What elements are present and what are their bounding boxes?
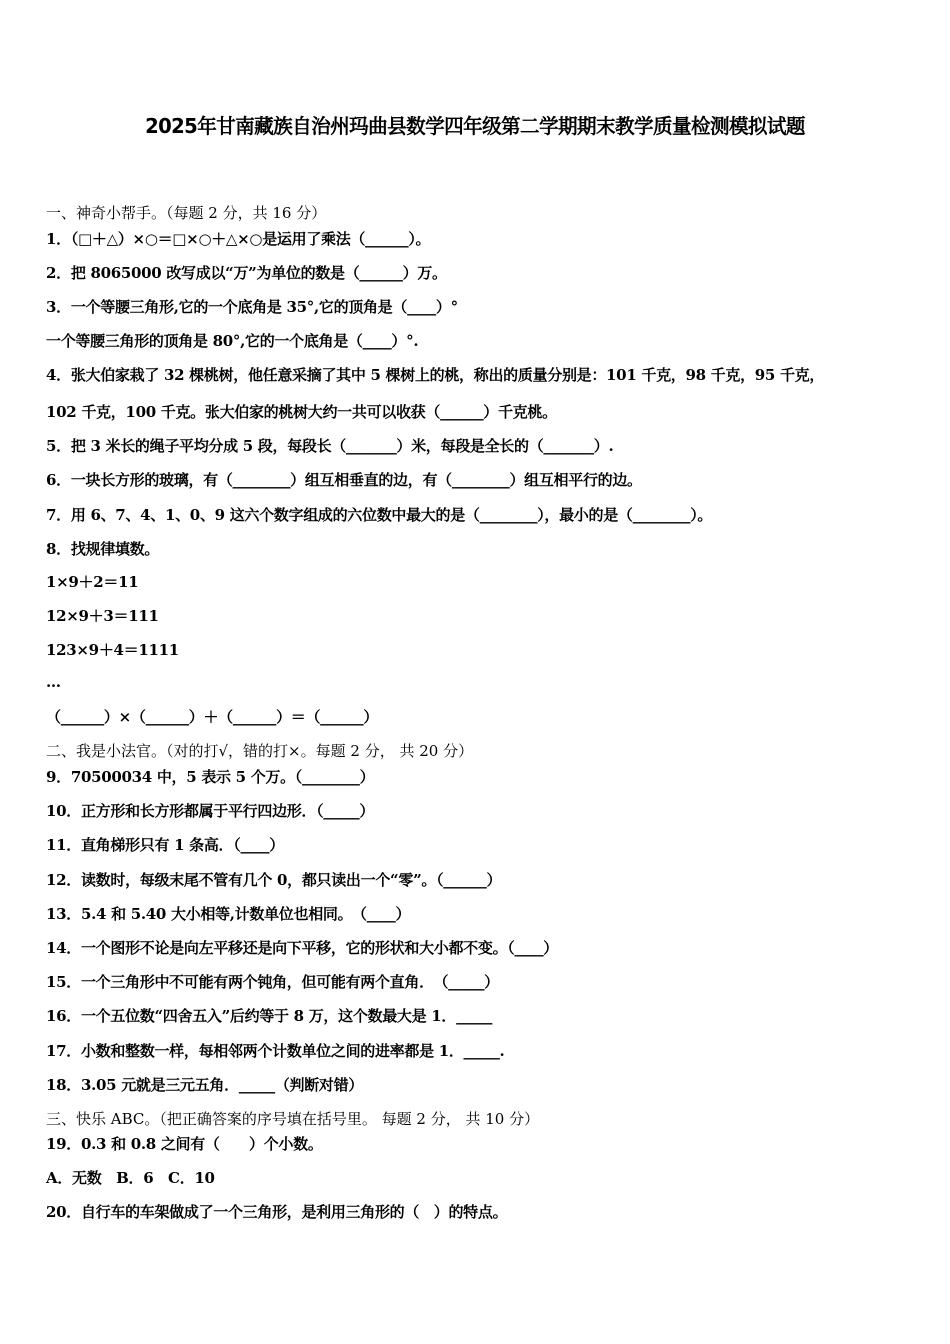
question-13: 13．5.4 和 5.40 大小相等,计数单位也相同。 （____） bbox=[46, 905, 411, 923]
question-3: 3．一个等腰三角形,它的一个底角是 35°,它的顶角是（____）° bbox=[46, 298, 458, 316]
question-11: 11．直角梯形只有 1 条高．（____） bbox=[46, 836, 284, 854]
pattern-line-2: 12×9＋3＝111 bbox=[46, 607, 159, 625]
question-2: 2．把 8065000 改写成以“万”为单位的数是（______）万。 bbox=[46, 264, 447, 282]
question-5: 5．把 3 米长的绳子平均分成 5 段，每段长（_______）米，每段是全长的（_______）. bbox=[46, 437, 614, 455]
page-title: 2025年甘南藏族自治州玛曲县数学四年级第二学期期末教学质量检测模拟试题 bbox=[145, 114, 805, 138]
question-17: 17．小数和整数一样，每相邻两个计数单位之间的进率都是 1．_____. bbox=[46, 1042, 505, 1060]
question-15: 15．一个三角形中不可能有两个钝角，但可能有两个直角． （_____） bbox=[46, 973, 499, 991]
section-heading-3: 三、快乐 ABC。（把正确答案的序号填在括号里。 每题 2 分， 共 10 分） bbox=[46, 1110, 540, 1128]
question-4-continued: 102 千克，100 千克。张大伯家的桃树大约一共可以收获（______）千克桃。 bbox=[46, 403, 557, 421]
section-heading-2: 二、我是小法官。（对的打√，错的打×。每题 2 分， 共 20 分） bbox=[46, 742, 474, 760]
question-20: 20．自行车的车架做成了一个三角形，是利用三角形的（ ）的特点。 bbox=[46, 1203, 508, 1221]
question-8: 8．找规律填数。 bbox=[46, 540, 160, 558]
pattern-line-3: 123×9＋4＝1111 bbox=[46, 641, 179, 659]
question-9: 9．70500034 中，5 表示 5 个万。（________） bbox=[46, 768, 375, 786]
question-12: 12．读数时，每级末尾不管有几个 0，都只读出一个“零”。（______） bbox=[46, 871, 502, 889]
question-4: 4．张大伯家栽了 32 棵桃树，他任意采摘了其中 5 棵树上的桃，称出的质量分别是：101 千克，98 千克，95 千克， bbox=[46, 366, 825, 384]
question-7: 7．用 6、7、4、1、0、9 这六个数字组成的六位数中最大的是（________），最小的是（________）。 bbox=[46, 506, 713, 524]
question-6: 6．一块长方形的玻璃，有（________）组互相垂直的边，有（________）组互相平行的边。 bbox=[46, 471, 642, 489]
pattern-line-1: 1×9＋2＝11 bbox=[46, 573, 139, 591]
question-3-part-2: 一个等腰三角形的顶角是 80°,它的一个底角是（____）°. bbox=[46, 332, 419, 350]
question-1: 1．（□＋△）×○＝□×○＋△×○是运用了乘法（______）。 bbox=[46, 230, 431, 248]
question-10: 10．正方形和长方形都属于平行四边形．（_____） bbox=[46, 802, 375, 820]
question-19: 19．0.3 和 0.8 之间有（ ）个小数。 bbox=[46, 1135, 323, 1153]
question-18: 18．3.05 元就是三元五角．_____（判断对错） bbox=[46, 1076, 364, 1094]
pattern-ellipsis: … bbox=[46, 673, 61, 691]
question-16: 16．一个五位数“四舍五入”后约等于 8 万，这个数最大是 1．_____ bbox=[46, 1007, 493, 1025]
question-14: 14．一个图形不论是向左平移还是向下平移，它的形状和大小都不变。（____） bbox=[46, 939, 558, 957]
pattern-answer-blanks: （______）×（______）＋（______）＝（______） bbox=[46, 708, 379, 726]
question-19-options: A．无数 B．6 C．10 bbox=[46, 1169, 215, 1187]
section-heading-1: 一、神奇小帮手。（每题 2 分，共 16 分） bbox=[46, 204, 327, 222]
